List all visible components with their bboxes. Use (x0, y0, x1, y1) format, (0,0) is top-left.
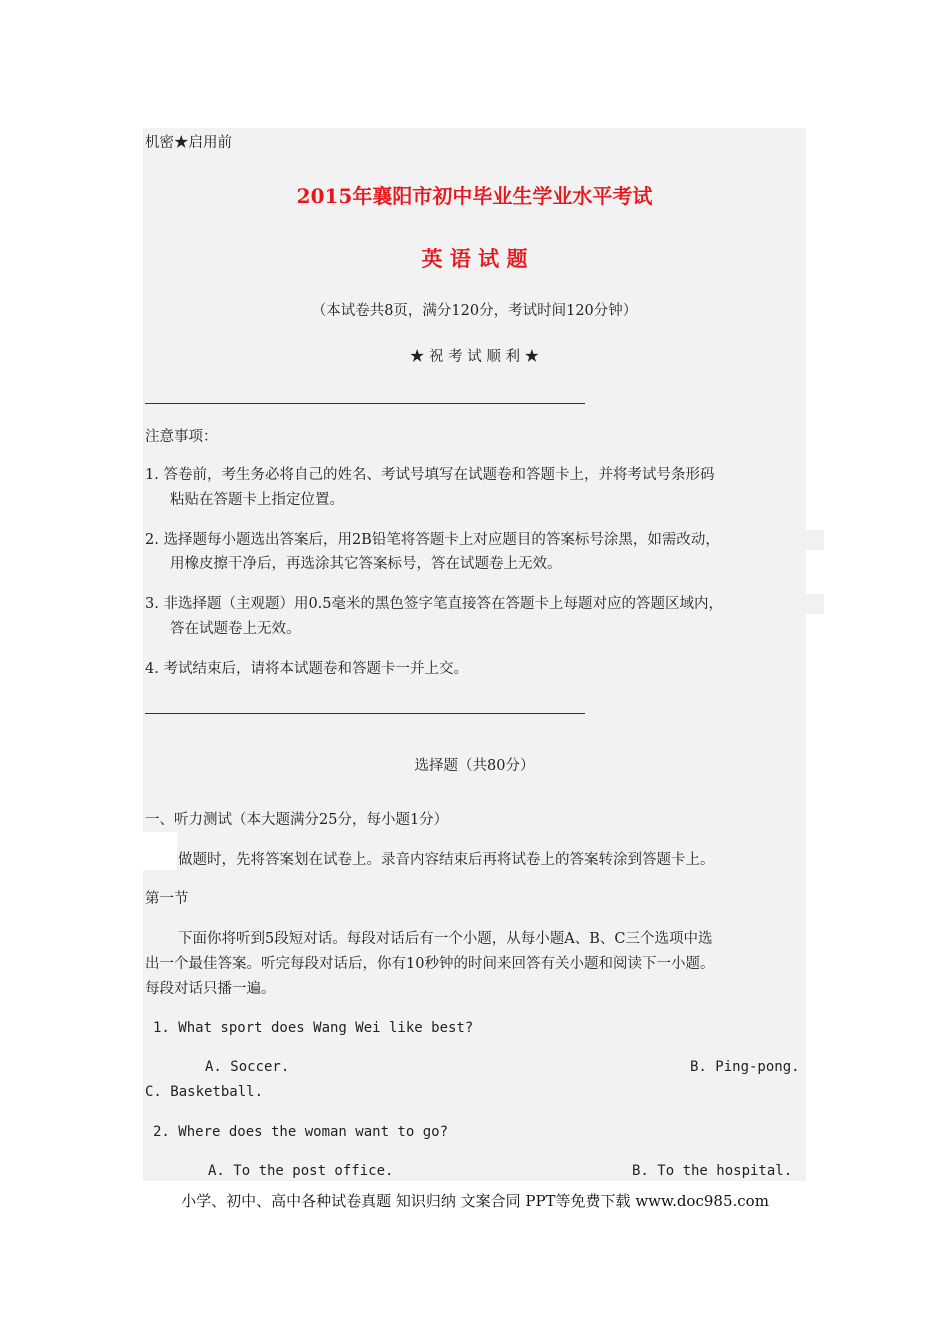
question-2-option-a: A. To the post office. (208, 1163, 394, 1179)
confidential-label: 机密★启用前 (145, 135, 232, 151)
sheet-edge (806, 530, 824, 550)
exam-title: 2015年襄阳市初中毕业生学业水平考试 (296, 184, 653, 208)
exam-info: （本试卷共8页，满分120分，考试时间120分钟） (311, 303, 638, 319)
question-1-option-c: C. Basketball. (145, 1084, 264, 1100)
divider-line (145, 713, 585, 714)
notice-item-3-cont: 答在试题卷上无效。 (170, 621, 301, 637)
footer-banner: 小学、初中、高中各种试卷真题 知识归纳 文案合同 PPT等免费下载 www.doc985.com (181, 1192, 769, 1210)
indent-gap (143, 832, 177, 870)
choice-section-title: 选择题（共80分） (414, 758, 535, 774)
notice-item-4: 4. 考试结束后，请将本试题卷和答题卡一并上交。 (145, 661, 468, 677)
notice-item-2: 2. 选择题每小题选出答案后，用2B铅笔将答题卡上对应题目的答案标号涂黑，如需改动， (145, 532, 720, 548)
question-1-option-b: B. Ping-pong. (690, 1059, 800, 1075)
question-2-option-b: B. To the hospital. (632, 1163, 793, 1179)
subject-title: 英 语 试 题 (421, 246, 528, 271)
notice-item-1-cont: 粘贴在答题卡上指定位置。 (170, 492, 344, 508)
listening-part-title: 一、听力测试（本大题满分25分，每小题1分） (145, 812, 449, 828)
notice-item-3: 3. 非选择题（主观题）用0.5毫米的黑色签字笔直接答在答题卡上每题对应的答题区域内， (145, 596, 723, 612)
question-1-stem: 1. What sport does Wang Wei like best? (153, 1020, 474, 1036)
notice-item-1: 1. 答卷前，考生务必将自己的姓名、考试号填写在试题卷和答题卡上，并将考试号条形码 (145, 467, 715, 483)
section-one-title: 第一节 (145, 891, 189, 907)
sheet-edge (806, 594, 824, 614)
section-one-intro: 出一个最佳答案。听完每段对话后，你有10秒钟的时间来回答有关小题和阅读下一小题。 (145, 956, 715, 972)
listening-instruction: 做题时，先将答案划在试卷上。录音内容结束后再将试卷上的答案转涂到答题卡上。 (178, 852, 715, 868)
good-luck-line: ★ 祝 考 试 顺 利 ★ (409, 349, 540, 365)
section-one-intro: 下面你将听到5段短对话。每段对话后有一个小题，从每小题A、B、C三个选项中选 (178, 931, 713, 947)
question-1-option-a: A. Soccer. (205, 1059, 290, 1075)
divider-line (145, 403, 585, 404)
question-2-stem: 2. Where does the woman want to go? (153, 1124, 449, 1140)
section-one-intro: 每段对话只播一遍。 (145, 981, 276, 997)
notice-item-2-cont: 用橡皮擦干净后，再选涂其它答案标号，答在试题卷上无效。 (170, 556, 562, 572)
notice-heading: 注意事项： (145, 429, 218, 445)
